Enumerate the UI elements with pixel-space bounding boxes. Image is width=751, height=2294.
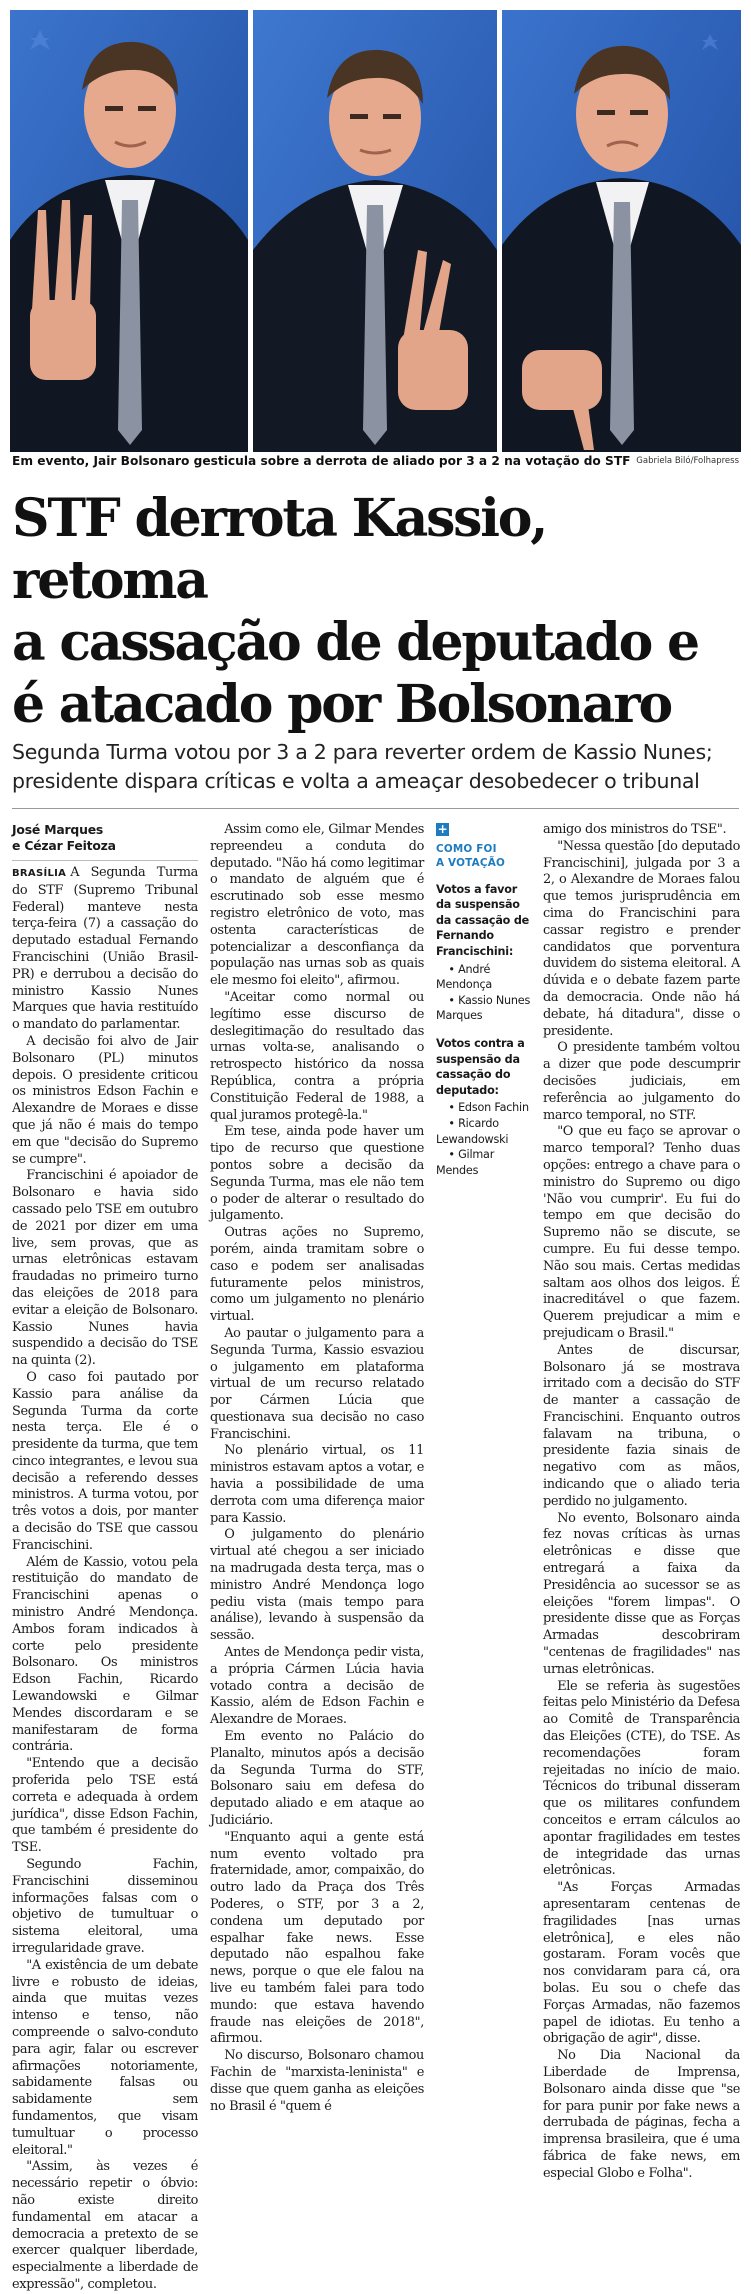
paragraph: Antes de Mendonça pedir vista, a própria Cármen Lúcia havia votado contra a decisão de Kassio, além de Edson Fachin e Alexandre de Moraes. [210, 1645, 424, 1728]
photo-bolsonaro-two-fingers [253, 10, 497, 452]
subtitle-line: Segunda Turma votou por 3 a 2 para reverter ordem de Kassio Nunes; [12, 740, 713, 764]
headline-line: é atacado por Bolsonaro [12, 674, 671, 735]
article-column-2 [210, 822, 424, 2134]
contra-list [436, 1100, 532, 1178]
list-item: • Edson Fachin [448, 1101, 529, 1115]
favor-heading: Votos a favor da suspensão da cassação de Fernando Francischini: [436, 882, 530, 958]
paragraph: O julgamento do plenário virtual até chegou a ser iniciado na madrugada desta terça, mas o ministro André Mendonça logo pediu vista (mais tempo para análise), levando à suspensão da sessão. [210, 1527, 424, 1644]
paragraph: Antes de discursar, Bolsonaro já se mostrava irritado com a decisão do STF de manter a cassação de Francischini. Enquanto outros falavam na tribuna, o presidente fazia sinais de negativo com as mãos, indicando que o aliado teria perdido no julgamento. [543, 1342, 740, 1509]
contra-heading: Votos contra a suspensão da cassação do deputado: [436, 1036, 525, 1097]
paragraph: "Nessa questão [do deputado Francischini], julgada por 3 a 2, o Alexandre de Moraes falou que temos jurisprudência em cima do Francischini para cassar registro e prender candidatos que porventura duvidem do sistema eleitoral. A dúvida e o debate fazem parte da democracia. Onde não há debate, há ditadura", disse o presidente. [543, 838, 740, 1039]
paragraph: "A existência de um debate livre e robusto de ideias, ainda que muitas vezes intenso e tenso, não compreende o salvo-conduto para agir, falar ou escrever afirmações notoriamente, sabidamente falsas ou sabidamente sem fundamentos, que visam tumultuar o processo eleitoral." [12, 1957, 198, 2158]
paragraph: No plenário virtual, os 11 ministros estavam aptos a votar, e havia a possibilidade de uma derrota com uma diferença maior para Kassio. [210, 1443, 424, 1526]
paragraph: No evento, Bolsonaro ainda fez novas críticas às urnas eletrônicas e disse que entregará a faixa da Presidência ao sucessor se as eleições "forem limpas". O presidente disse que as Forças Armadas descobriram "centenas de fragilidades" nas urnas eletrônicas. [543, 1510, 740, 1677]
sidebox-title [436, 842, 532, 870]
photo-caption [12, 454, 741, 472]
paragraph: Em evento no Palácio do Planalto, minutos após a decisão da Segunda Turma do STF, Bolsonaro saiu em defesa do deputado aliado e em ataque ao Judiciário. [210, 1729, 424, 1829]
byline-divider [12, 860, 198, 861]
photo-credit: Gabriela Biló/Folhapress [636, 456, 739, 466]
plus-icon: + [437, 822, 448, 836]
byline [12, 822, 198, 854]
paragraph: "O que eu faço se aprovar o marco temporal? Tenho duas opções: entrego a chave para o ministro do Supremo ou digo 'Não vou cumprir'. Eu fui do tempo em que decisão do Supremo não se discute, se cumpre. Eu fui desse tempo. Não sou mais. Certas medidas saltam aos olhos dos leigos. É inacreditável o que fazem. Querem prejudicar a mim e prejudicam o Brasil." [543, 1124, 740, 1341]
paragraph: Em tese, ainda pode haver um tipo de recurso que questione pontos sobre a decisão da Segunda Turma, mas ele não tem o poder de alterar o resultado do julgamento. [210, 1124, 424, 1224]
list-item: • Kassio Nunes Marques [436, 993, 531, 1023]
paragraph: Assim como ele, Gilmar Mendes repreendeu a conduta do deputado. "Não há como legitimar o mandato de alguém que é escrutinado sob esse mesmo registro eletrônico de voto, mas ostenta características de potencializar a desconfiança da população nas urnas sob as quais ele mesmo foi eleito", afirmou. [210, 822, 424, 989]
paragraph-text: A Segunda Turma do STF (Supremo Tribunal Federal) manteve nesta terça-feira (7) a cassação do deputado estadual Fernando Francischini (União Brasil-PR) e derrubou a decisão do ministro Kassio Nunes Marques que havia restituído o mandato do parlamentar. [12, 865, 198, 1033]
paragraph: Segundo Fachin, Francischini disseminou informações falsas com o objetivo de tumultuar o sistema eleitoral, uma irregularidade grave. [12, 1857, 198, 1956]
subtitle [12, 738, 747, 796]
paragraph: Outras ações no Supremo, porém, ainda tramitam sobre o caso e podem ser analisadas futuramente pelos ministros, como um julgamento no plenário virtual. [210, 1225, 424, 1325]
paragraph: Além de Kassio, votou pela restituição do mandato de Francischini apenas o ministro André Mendonça. Ambos foram indicados à corte pelo presidente Bolsonaro. Os ministros Edson Fachin, Ricardo Lewandowski e Gilmar Mendes discordaram e se manifestaram de forma contrária. [12, 1554, 198, 1755]
photo-strip [10, 10, 741, 452]
headline-line: a cassação de deputado e [12, 612, 698, 673]
photo-bolsonaro-pointing-down [502, 10, 741, 452]
paragraph [12, 865, 198, 1034]
list-item: • André Mendonça [436, 962, 493, 992]
divider [12, 808, 739, 809]
article-column-4 [543, 822, 740, 2181]
sidebox-title-line: COMO FOI [436, 842, 497, 855]
list-item: • Ricardo Lewandowski [436, 1116, 509, 1146]
headline [12, 488, 747, 736]
vote-sidebox [436, 822, 532, 1282]
paragraph: O presidente também voltou a dizer que pode descumprir decisões judiciais, em referência ao julgamento do marco temporal, no STF. [543, 1040, 740, 1123]
subtitle-line: presidente dispara críticas e volta a ameaçar desobedecer o tribunal [12, 769, 700, 793]
dateline: BRASÍLIA [12, 868, 67, 879]
paragraph: A decisão foi alvo de Jair Bolsonaro (PL) minutos depois. O presidente criticou os ministros Edson Fachin e Alexandre de Moraes e disse que já não é mais do tempo em que "decisão do Supremo se cumpre". [12, 1033, 198, 1167]
paragraph: "Aceitar como normal ou legítimo esse discurso de deslegitimação do resultado das urnas volta-se, analisando o retrospecto histórico da nossa República, contra a própria Constituição Federal de 1988, a qual juramos protegê-la." [210, 989, 424, 1123]
paragraph: Francischini é apoiador de Bolsonaro e havia sido cassado pelo TSE em outubro de 2021 por dizer em uma live, sem provas, que as urnas eletrônicas estavam fraudadas no primeiro turno das eleições de 2018 para evitar a eleição de Bolsonaro. Kassio Nunes havia suspendido a decisão do TSE na quinta (2). [12, 1168, 198, 1369]
caption-text: Em evento, Jair Bolsonaro gesticula sobre a derrota de aliado por 3 a 2 na votação do STF [12, 454, 631, 468]
byline-author: e Cézar Feitoza [12, 838, 116, 853]
paragraph: O caso foi pautado por Kassio para análise da Segunda Turma da corte nesta terça. Ele é o presidente da turma, que tem cinco integrantes, e levou sua decisão a referendo desses ministros. A turma votou, por três votos a dois, por manter a decisão do TSE que cassou Francischini. [12, 1369, 198, 1553]
favor-list [436, 962, 532, 1024]
paragraph: "As Forças Armadas apresentaram centenas de fragilidades [nas urnas eletrônica], e eles não gostaram. Foram vocês que nos convidaram para cá, ora bolas. Eu sou o chefe das Forças Armadas, não fazemos papel de idiotas. Eu tenho a obrigação de agir", disse. [543, 1880, 740, 2047]
sidebox-title-line: A VOTAÇÃO [436, 856, 505, 869]
article-column-1 [12, 822, 198, 2292]
paragraph: No discurso, Bolsonaro chamou Fachin de "marxista-leninista" e disse que quem ganha as eleições no Brasil é "quem é [210, 2048, 424, 2114]
paragraph: Ele se referia às sugestões feitas pelo Ministério da Defesa ao Comitê de Transparência das Eleições (CTE), do TSE. As recomendações foram rejeitadas no início de maio. Técnicos do tribunal disseram que os militares confundem conceitos e erram cálculos ao apontar fragilidades em testes de integridade das urnas eletrônicas. [543, 1678, 740, 1879]
photo-bolsonaro-three-fingers [10, 10, 248, 452]
paragraph: "Entendo que a decisão proferida pelo TSE está correta e adequada à ordem jurídica", disse Edson Fachin, que também é presidente do TSE. [12, 1756, 198, 1856]
byline-author: José Marques [12, 822, 104, 837]
list-item: • Gilmar Mendes [436, 1148, 495, 1177]
paragraph: Ao pautar o julgamento para a Segunda Turma, Kassio esvaziou o julgamento em plataforma virtual de um recurso relatado por Cármen Lúcia que questionava sua decisão no caso Francischini. [210, 1325, 424, 1442]
paragraph: "Enquanto aqui a gente está num evento voltado pra fraternidade, amor, compaixão, do outro lado da Praça dos Três Poderes, o STF, por 3 a 2, condena um deputado por espalhar fake news. Esse deputado não espalhou fake news, porque o que ele falou na live eu também falei para todo mundo: que estava havendo fraude nas eleições de 2018", afirmou. [210, 1829, 424, 2047]
paragraph: amigo dos ministros do TSE". [543, 822, 727, 837]
paragraph: "Assim, às vezes é necessário repetir o óbvio: não existe direito fundamental em atacar a democracia a pretexto de se exercer qualquer liberdade, especialmente a liberdade de expressão", completou. [12, 2159, 198, 2292]
paragraph: No Dia Nacional da Liberdade de Imprensa, Bolsonaro ainda disse que "se for para punir por fake news a derrubada de páginas, fecha a imprensa brasileira, que é uma fábrica de fake news, em especial Globo e Folha". [543, 2048, 740, 2181]
headline-line: STF derrota Kassio, retoma [12, 488, 547, 611]
